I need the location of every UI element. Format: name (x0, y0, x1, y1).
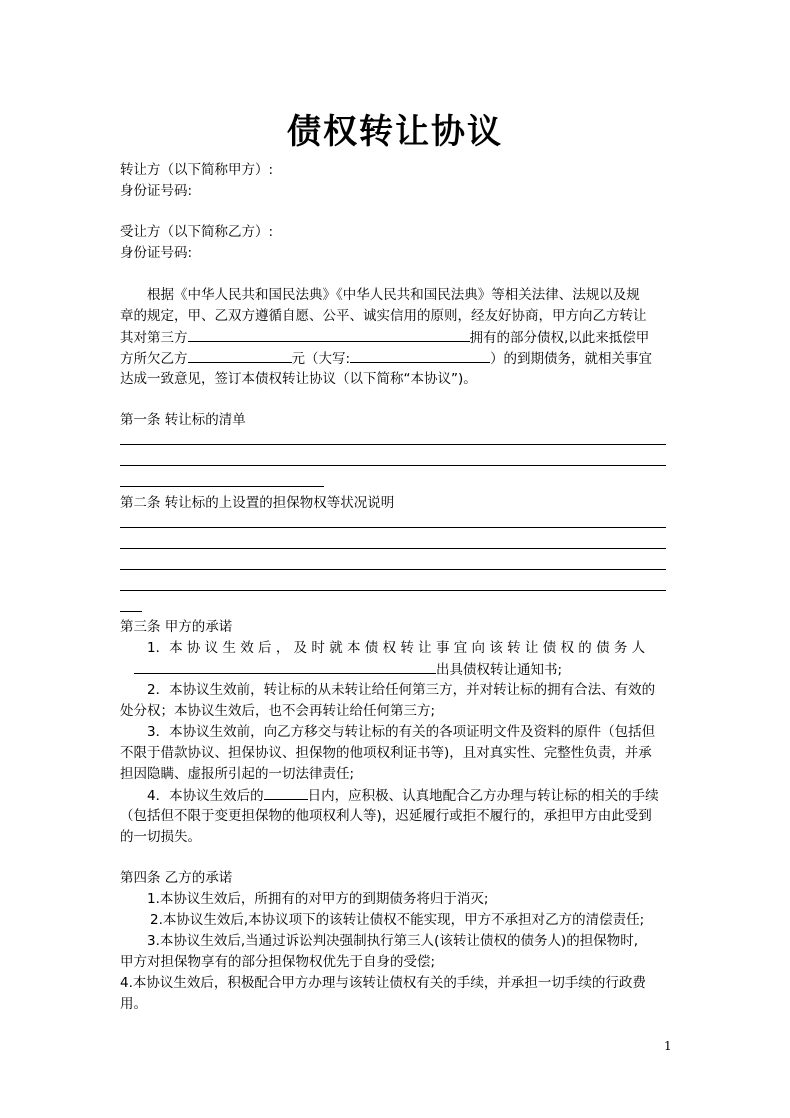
article2-heading: 第二条 转让标的上设置的担保物权等状况说明 (120, 495, 395, 511)
document-title: 债权转让协议 (287, 112, 503, 152)
article3-clause-3-line-1: 3．本协议生效前，向乙方移交与转让标的有关的各项证明文件及资料的原件（包括但 (147, 724, 656, 740)
debtor-blank[interactable] (134, 659, 436, 674)
page-number: 1 (664, 1039, 672, 1053)
article3-clause-4-prefix: 4．本协议生效后的 (147, 788, 264, 804)
article3-clause-1-suffix: 出具债权转让通知书; (436, 662, 563, 678)
article2-blank-line[interactable] (120, 590, 666, 591)
article1-blank-line[interactable] (120, 486, 324, 487)
article3-clause-4-line-2: （包括但不限于变更担保物的他项权利人等)，迟延履行或拒不履行的，承担甲方由此受到 (120, 808, 652, 824)
article4-clause-1: 1.本协议生效后，所拥有的对甲方的到期债务将归于消灭; (147, 891, 489, 907)
article2-blank-line[interactable] (120, 548, 666, 549)
preamble-amount-words-label: 元（大写: (291, 351, 351, 367)
article4-clause-2: 2.本协议生效后,本协议项下的该转让债权不能实现，甲方不承担对乙方的清偿责任; (150, 912, 645, 928)
article3-clause-3-line-2: 不限于借款协议、担保协议、担保物的他项权利证书等)，且对真实性、完整性负责，并承 (120, 745, 652, 761)
article1-heading: 第一条 转让标的清单 (120, 412, 246, 428)
transferee-label: 受让方（以下简称乙方）: (120, 224, 274, 240)
article4-clause-3-line-2: 甲方对担保物享有的部分担保物权优先于自身的受偿; (120, 954, 436, 970)
days-blank[interactable] (264, 785, 308, 800)
article1-blank-line[interactable] (120, 465, 666, 466)
article4-clause-4-line-1: 4.本协议生效后，积极配合甲方办理与该转让债权有关的手续，并承担一切手续的行政费 (120, 975, 646, 991)
amount-blank[interactable] (188, 348, 292, 363)
transferor-id-label: 身份证号码: (120, 183, 193, 199)
article4-heading: 第四条 乙方的承诺 (120, 870, 233, 886)
article1-blank-line[interactable] (120, 444, 666, 445)
article2-blank-line[interactable] (120, 611, 142, 612)
preamble-amount-prefix: 方所欠乙方 (120, 351, 188, 367)
article4-clause-3-line-1: 3.本协议生效后,当通过诉讼判决强制执行第三人(该转让债权的债务人)的担保物时, (147, 933, 638, 949)
article3-clause-4-line-1 (147, 785, 659, 806)
preamble-line-3 (120, 327, 649, 348)
transferor-label: 转让方（以下简称甲方）: (120, 162, 274, 178)
preamble-line-4 (120, 348, 652, 369)
article3-clause-1-line-1: 1．本 协 议 生 效 后 ， 及 时 就 本 债 权 转 让 事 宜 向 该 转 让 债 权 的 债 务 人 (147, 640, 646, 656)
article4-clause-4-line-2: 用。 (120, 996, 147, 1012)
article2-blank-line[interactable] (120, 569, 666, 570)
preamble-amount-suffix: ）的到期债务，就相关事宜 (490, 351, 653, 367)
article3-clause-3-line-3: 担因隐瞒、虚报所引起的一切法律责任; (120, 766, 355, 782)
article3-heading: 第三条 甲方的承诺 (120, 619, 233, 635)
article3-clause-4-line-3: 的一切损失。 (120, 829, 201, 845)
article2-blank-line[interactable] (120, 527, 666, 528)
preamble-third-party-suffix: 拥有的部分债权,以此来抵偿甲 (469, 330, 650, 346)
article3-clause-1-line-2 (120, 659, 562, 680)
preamble-line-2: 章的规定，甲、乙双方遵循自愿、公平、诚实信用的原则，经友好协商，甲方向乙方转让 (120, 308, 647, 324)
preamble-line-1: 根据《中华人民共和国民法典》《中华人民共和国民法典》等相关法律、法规以及规 (147, 287, 640, 303)
preamble-third-party-prefix: 其对第三方 (120, 330, 188, 346)
article3-clause-4-suffix: 日内，应积极、认真地配合乙方办理与转让标的相关的手续 (307, 788, 659, 804)
transferee-id-label: 身份证号码: (120, 245, 193, 261)
third-party-blank[interactable] (188, 327, 470, 342)
article3-clause-2-line-1: 2．本协议生效前，转让标的从未转让给任何第三方，并对转让标的拥有合法、有效的 (147, 682, 656, 698)
amount-in-words-blank[interactable] (350, 348, 490, 363)
article3-clause-2-line-2: 处分权；本协议生效后，也不会再转让给任何第三方; (120, 703, 436, 719)
preamble-line-5: 达成一致意见，签订本债权转让协议（以下简称“本协议”)。 (120, 371, 477, 387)
